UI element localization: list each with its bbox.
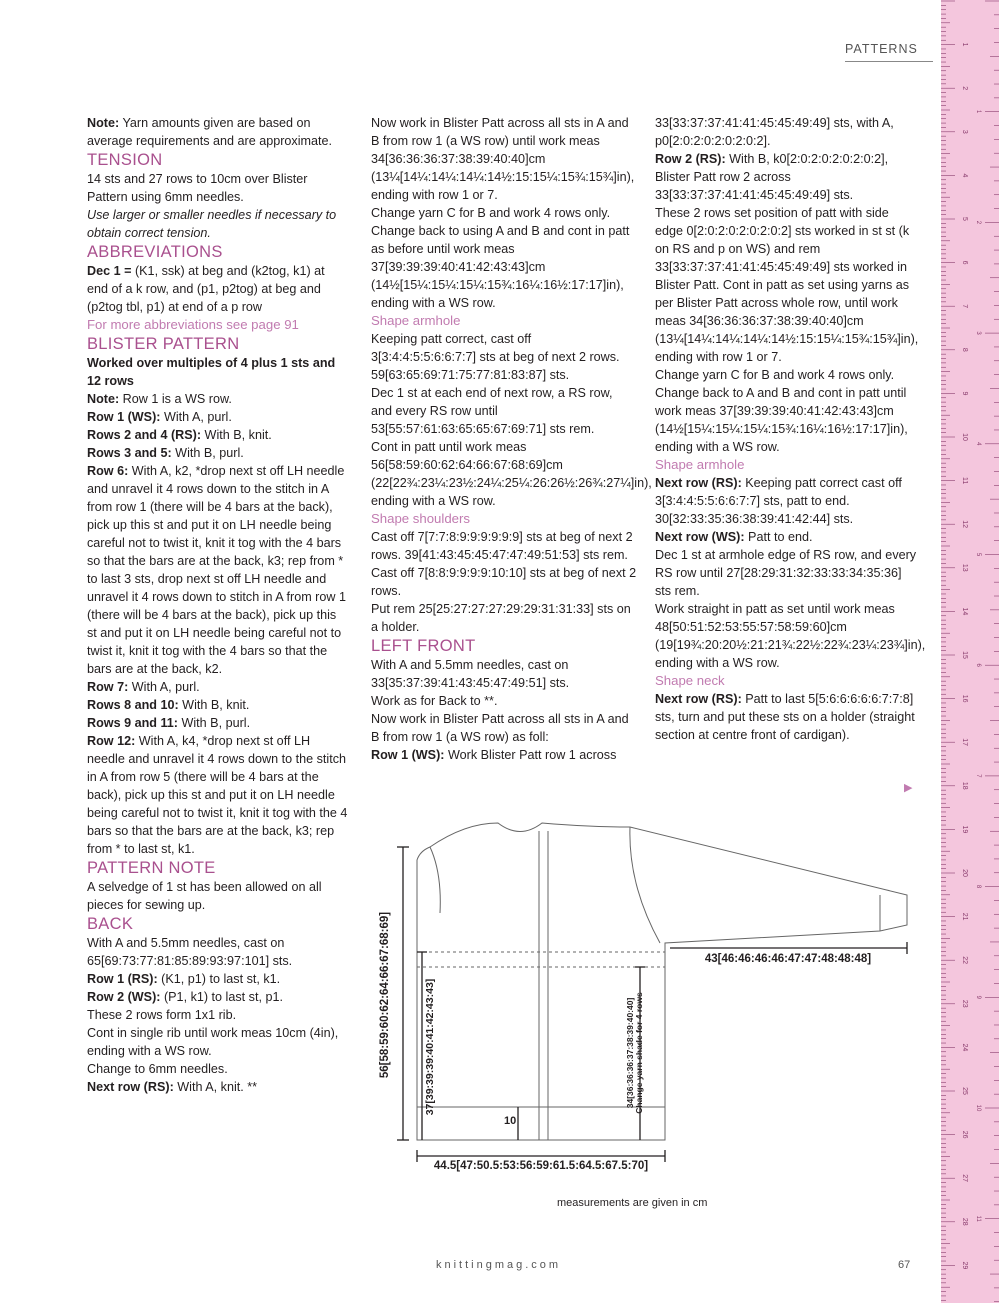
blister-row: Note: Row 1 is a WS row.: [87, 392, 232, 406]
back-blister: Now work in Blister Patt across all sts in A and B from row 1 (a WS row) until work meas 34[36:36:36:37:38:39:40:40]cm (13¼[14¼:14¼:14¼:14½:15:15¼:15¾:15¾]in), ending with row 1 or 7.: [371, 116, 635, 202]
section-header: PATTERNS: [845, 42, 918, 56]
yarn-note: Note: Yarn amounts given are based on average requirements and are approximate.: [87, 116, 333, 148]
left-arm-curve: [430, 847, 440, 913]
left-front-row1: Row 1 (WS): Work Blister Patt row 1 across: [371, 748, 617, 762]
back-next-row: Next row (RS): With A, knit. **: [87, 1080, 258, 1094]
left-front-text: These 2 rows set position of patt with side edge 0[2:0:2:0:2:0:2:0:2] sts worked in st st (k on RS and p on WS) and rem 33[33:37:37:41:41:45:45:49:49] sts worked in Blister Patt. Cont in patt as set using yarns as per Blister Patt across whole row, until work meas 34[36:36:36:37:38:39:40:40]cm (13¼[14¼:14¼:14¼:14½:15:15¼:15¾:15¾]in), ending with row 1 or 7.: [655, 206, 919, 364]
armhole-cont: Cont in patt until work meas 56[58:59:60:62:64:66:67:68:69]cm (22[22¾:23¼:23½:24¼:25¼:26:26½:26¾:27¼]in), ending with a WS row.: [371, 440, 652, 508]
ruler-cm-label: 3: [961, 129, 968, 134]
back-text: These 2 rows form 1x1 rib.: [87, 1008, 237, 1022]
ruler-cm-label: 22: [961, 956, 968, 965]
body-label: 37[39:39:39:40:41:42:43:43]: [424, 978, 436, 1116]
ruler-cm-label: 15: [961, 651, 968, 659]
blister-intro: Worked over multiples of 4 plus 1 sts and 12 rows: [87, 356, 336, 388]
ruler-cm-label: 9: [961, 391, 968, 396]
armhole-heading: Shape armhole: [371, 313, 461, 328]
ruler-cm-label: 2: [961, 86, 968, 91]
back-stripe: Change yarn C for B and work 4 rows only. Change back to using A and B and cont in patt as before until work meas 37[39:39:39:40:41:42:43:43]cm (14½[15¼:15¼:15¼:15¾:16¼:16½:17:17]in), ending with a WS row.: [371, 206, 630, 310]
tension-text: 14 sts and 27 rows to 10cm over Blister Pattern using 6mm needles.: [87, 172, 308, 204]
armhole-dec: Dec 1 st at each end of next row, a RS row, and every RS row until 53[55:57:61:63:65:65:67:69:71] sts rem.: [371, 386, 613, 436]
diagram-caption: measurements are given in cm: [557, 1197, 708, 1209]
pattern-note-heading: PATTERN NOTE: [87, 859, 216, 877]
ruler-cm-label: 21: [961, 912, 968, 921]
blister-row: Rows 8 and 10: With B, knit.: [87, 698, 250, 712]
ruler-cm-label: 18: [961, 781, 968, 790]
lf-armhole-heading: Shape armhole: [655, 457, 745, 472]
body-outline: [417, 823, 907, 1140]
back-text: Change to 6mm needles.: [87, 1062, 228, 1076]
ruler-inch-label: 5: [975, 552, 981, 557]
ruler-cm-label: 8: [961, 347, 968, 352]
right-armhole-curve: [630, 827, 660, 943]
neck-heading: Shape neck: [655, 673, 725, 688]
ruler-inch-label: 1: [975, 110, 981, 114]
blister-heading: BLISTER PATTERN: [87, 335, 240, 353]
ruler-cm-label: 27: [961, 1174, 968, 1183]
abbreviations-link[interactable]: For more abbreviations see page 91: [87, 317, 299, 332]
ruler-cm-label: 12: [961, 520, 968, 529]
stripe-label-2: Change yarn shade for 4 rows: [634, 992, 644, 1114]
ruler-inch-label: 4: [975, 442, 981, 446]
ruler-cm-label: 1: [961, 42, 968, 47]
shoulders-text: Put rem 25[25:27:27:27:29:29:31:31:33] sts on a holder.: [371, 602, 631, 634]
tension-heading: TENSION: [87, 151, 163, 169]
blister-row: Row 6: With A, k2, *drop next st off LH needle and unravel it 4 rows down to the stitch in A from row 1 (there will be 4 bars at the back), pick up this st and put it on LH needle being careful not to twist it, knit it tog with the 4 bars so that the bars are at the back, k3; rep from * to last 3 sts, drop next st off LH needle and unravel it 4 rows down to stitch in A from row 1 (there will be 4 bars at the back), pick up this st and put it on LH needle being careful not to twist it, knit it tog with the 4 bars so that the bars are at the back, k2.: [87, 464, 346, 676]
lf-armhole-dec: Dec 1 st at armhole edge of RS row, and every RS row until 27[28:29:31:32:33:33:34:35:36] sts rem.: [655, 548, 917, 598]
ruler-inch-label: 9: [975, 995, 981, 999]
left-front-text: Change yarn C for B and work 4 rows only. Change back to A and B and cont in patt until work meas 37[39:39:39:40:41:42:43:43]cm (14½[15¼:15¼:15¼:15¾:16¼:16½:17:17]in), ending with a WS row.: [655, 368, 908, 454]
blister-row: Rows 3 and 5: With B, purl.: [87, 446, 244, 460]
ruler-inch-label: 3: [975, 331, 981, 335]
ruler-cm-label: 25: [961, 1087, 968, 1095]
blister-row: Row 7: With A, purl.: [87, 680, 200, 694]
ruler-cm-label: 24: [961, 1043, 968, 1052]
left-front-text: Work as for Back to **.: [371, 694, 498, 708]
blister-row: Rows 9 and 11: With B, purl.: [87, 716, 251, 730]
footer-site: knittingmag.com: [436, 1259, 562, 1271]
ruler-cm-label: 4: [961, 173, 968, 178]
ruler-cm-label: 26: [961, 1130, 968, 1139]
tension-italic: Use larger or smaller needles if necessary to obtain correct tension.: [87, 208, 337, 240]
blister-row: Rows 2 and 4 (RS): With B, knit.: [87, 428, 272, 442]
back-cast-on: With A and 5.5mm needles, cast on 65[69:73:77:81:85:89:93:97:101] sts.: [87, 936, 293, 968]
lf-work-straight: Work straight in patt as set until work meas 48[50:51:52:53:55:57:58:59:60]cm (19[19¾:20:20½:21:21¾:22½:22¾:23¼:23¾]in), ending with a WS row.: [655, 602, 926, 670]
ruler-cm-label: 17: [961, 738, 968, 747]
width-label: 44.5[47:50.5:53:56:59:61.5:64.5:67.5:70]: [433, 1160, 649, 1172]
sleeve-label: 43[46:46:46:46:47:47:48:48:48]: [704, 953, 872, 965]
back-heading: BACK: [87, 915, 134, 933]
ruler-cm-label: 14: [961, 607, 968, 616]
left-front-text: With A and 5.5mm needles, cast on 33[35:37:39:41:43:45:47:49:51] sts.: [371, 658, 570, 690]
ruler-inch-label: 10: [975, 1104, 981, 1112]
shoulders-text: Cast off 7[7:7:8:9:9:9:9:9:9] sts at beg of next 2 rows. 39[41:43:45:45:47:47:49:51:53] sts rem.: [371, 530, 633, 562]
ruler-cm-label: 10: [961, 433, 968, 441]
ruler-cm-label: 5: [961, 217, 968, 221]
ruler-cm-label: 7: [961, 304, 968, 309]
ruler-cm-label: 20: [961, 869, 968, 877]
back-row: Row 1 (RS): (K1, p1) to last st, k1.: [87, 972, 281, 986]
blister-row: Row 1 (WS): With A, purl.: [87, 410, 232, 424]
left-front-text: 33[33:37:37:41:41:45:45:49:49] sts, with A, p0[2:0:2:0:2:0:2:0:2].: [655, 116, 894, 148]
ruler-cm-label: 11: [961, 476, 968, 485]
height-label: 56[58:59:60:62:64:66:67:68:69]: [379, 911, 391, 1079]
back-text: Cont in single rib until work meas 10cm (4in), ending with a WS row.: [87, 1026, 339, 1058]
measuring-ruler: [941, 0, 999, 1303]
garment-schematic: [370, 815, 915, 1175]
ruler-inch-label: 2: [975, 220, 981, 225]
ruler-cm-label: 23: [961, 999, 968, 1008]
ruler-inch-label: 8: [975, 884, 981, 889]
header-rule: [845, 61, 933, 62]
armhole-cast-off: Keeping patt correct, cast off 3[3:4:4:5:5:6:6:7:7] sts at beg of next 2 rows. 59[63:65:69:71:75:77:81:83:87] sts.: [371, 332, 620, 382]
stripe-label-1: 34[36:36:36:37:38:39:40:40]: [625, 997, 635, 1109]
shoulders-heading: Shape shoulders: [371, 511, 470, 526]
blister-row: Row 12: With A, k4, *drop next st off LH needle and unravel it 4 rows down to the stitch in A from row 5 (there will be 4 bars at the back), pick up this st and put it on LH needle being careful not to twist it, knit it tog with the 4 bars so that the bars are at the back, k3; rep from * to last st, k1.: [87, 734, 348, 856]
back-row: Row 2 (WS): (P1, k1) to last st, p1.: [87, 990, 283, 1004]
ruler-cm-label: 28: [961, 1217, 968, 1226]
page-number: 67: [898, 1259, 911, 1271]
ruler-cm-label: 29: [961, 1261, 968, 1270]
lf-next-row-rs: Next row (RS): Keeping patt correct cast off 3[3:4:4:5:5:6:6:7:7] sts, patt to end. 30[32:33:35:36:38:39:41:42:44] sts.: [655, 476, 902, 526]
rib-label: 10: [504, 1115, 517, 1127]
abbreviations-heading: ABBREVIATIONS: [87, 243, 223, 261]
ruler-inch-label: 6: [975, 663, 981, 667]
column-3: [655, 114, 926, 744]
pattern-note-text: A selvedge of 1 st has been allowed on all pieces for sewing up.: [87, 880, 322, 912]
left-front-heading: LEFT FRONT: [371, 637, 476, 655]
ruler-cm-label: 16: [961, 694, 968, 703]
ruler-cm-label: 6: [961, 260, 968, 265]
continue-arrow-icon: ▶: [904, 782, 913, 794]
column-1: [87, 114, 349, 1096]
ruler-inch-label: 7: [975, 774, 981, 778]
shoulders-text: Cast off 7[8:8:9:9:9:9:10:10] sts at beg of next 2 rows.: [371, 566, 637, 598]
ruler-band: [941, 0, 999, 1303]
ruler-inch-label: 11: [975, 1215, 981, 1222]
neck-next-row: Next row (RS): Patt to last 5[5:6:6:6:6:6:7:7:8] sts, turn and put these sts on a holder (straight section at centre front of cardigan).: [655, 692, 915, 742]
left-front-row2: Row 2 (RS): With B, k0[2:0:2:0:2:0:2:0:2], Blister Patt row 2 across 33[33:37:37:41:41:45:45:49:49] sts.: [655, 152, 889, 202]
left-front-text: Now work in Blister Patt across all sts in A and B from row 1 (a WS row) as foll:: [371, 712, 629, 744]
ruler-cm-label: 19: [961, 825, 968, 834]
lf-next-row-ws: Next row (WS): Patt to end.: [655, 530, 813, 544]
abbreviation-dec1: Dec 1 = (K1, ssk) at beg and (k2tog, k1) at end of a k row, and (p1, p2tog) at beg and (p2tog tbl, p1) at end of a p row: [87, 264, 325, 314]
column-2: [371, 114, 652, 764]
ruler-cm-label: 13: [961, 563, 968, 572]
